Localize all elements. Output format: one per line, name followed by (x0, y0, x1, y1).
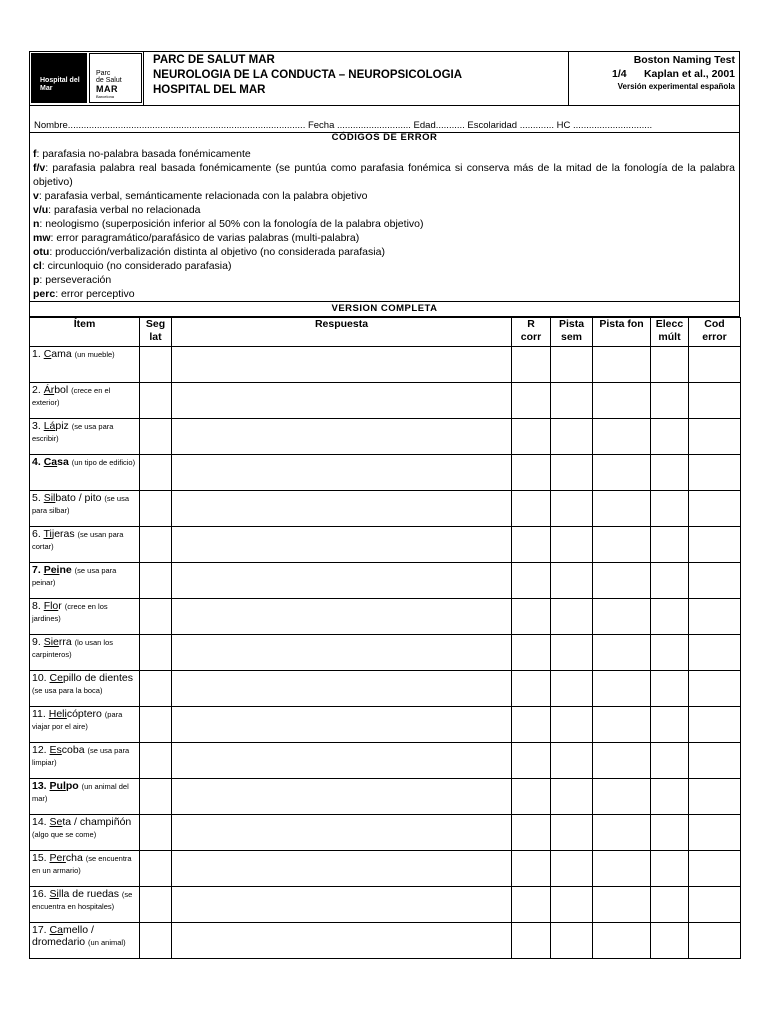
item-cell (30, 419, 140, 455)
item-word-rest: rra (58, 636, 72, 648)
pista-fon-cell[interactable] (593, 635, 651, 671)
seg-lat-cell[interactable] (140, 383, 172, 419)
pista-fon-cell[interactable] (593, 347, 651, 383)
col-elecc-mult-header: Elecc múlt (651, 318, 689, 347)
error-code-item: v/u: parafasia verbal no relacionada (33, 204, 201, 216)
item-hint: (se usa para limpiar) (32, 746, 130, 767)
pista-fon-cell[interactable] (593, 383, 651, 419)
respuesta-cell[interactable] (172, 383, 512, 419)
pista-sem-cell[interactable] (551, 347, 593, 383)
table-row (30, 419, 741, 455)
seg-lat-cell[interactable] (140, 347, 172, 383)
item-word-prefix: Per (49, 852, 66, 864)
col-respuesta-header: Respuesta (172, 318, 512, 347)
logo-mar-text: MAR (96, 84, 118, 94)
respuesta-cell[interactable] (172, 347, 512, 383)
logo-city-text: Barcelona (96, 94, 115, 99)
col-cod-error-header: Cod error (689, 318, 741, 347)
respuesta-cell[interactable] (172, 635, 512, 671)
pista-fon-cell[interactable] (593, 671, 651, 707)
item-hint: (se usa para silbar) (32, 494, 130, 515)
elecc-mult-cell[interactable] (651, 779, 689, 815)
item-word-prefix: Sie (43, 636, 59, 648)
pista-fon-cell[interactable] (593, 815, 651, 851)
seg-lat-cell[interactable] (140, 887, 172, 923)
seg-lat-cell[interactable] (140, 851, 172, 887)
table-row (30, 671, 741, 707)
elecc-mult-cell[interactable] (651, 347, 689, 383)
error-codes-title: CÓDIGOS DE ERROR (331, 132, 438, 143)
table-row (30, 455, 741, 491)
hospital-del-mar-logo (31, 53, 87, 103)
seg-lat-cell[interactable] (140, 599, 172, 635)
cod-error-cell[interactable] (689, 563, 741, 599)
item-word-prefix: Ca (49, 924, 63, 936)
elecc-mult-cell[interactable] (651, 635, 689, 671)
item-word-rest: bato / pito (55, 492, 102, 504)
item-cell (30, 347, 140, 383)
seg-lat-cell[interactable] (140, 527, 172, 563)
pista-fon-cell[interactable] (593, 707, 651, 743)
item-hint: (algo que se come) (32, 830, 97, 839)
r-corr-cell[interactable] (512, 887, 551, 923)
pista-sem-cell[interactable] (551, 383, 593, 419)
parc-de-salut-mar-logo (89, 53, 142, 103)
item-word-rest: coba (61, 744, 85, 756)
cod-error-cell[interactable] (689, 383, 741, 419)
elecc-mult-cell[interactable] (651, 455, 689, 491)
error-code-item: n: neologismo (superposición inferior al 50% con la fonología de la palabra objetivo) (33, 218, 424, 230)
form-header (29, 51, 740, 106)
seg-lat-cell[interactable] (140, 671, 172, 707)
elecc-mult-cell[interactable] (651, 887, 689, 923)
item-cell (30, 887, 140, 923)
elecc-mult-cell[interactable] (651, 563, 689, 599)
pista-fon-cell[interactable] (593, 743, 651, 779)
pista-fon-cell[interactable] (593, 779, 651, 815)
cod-error-cell[interactable] (689, 671, 741, 707)
seg-lat-cell[interactable] (140, 563, 172, 599)
r-corr-cell[interactable] (512, 527, 551, 563)
item-cell (30, 527, 140, 563)
item-word-rest: piz (55, 420, 69, 432)
table-row (30, 635, 741, 671)
pista-sem-cell[interactable] (551, 923, 593, 959)
error-code-item: f/v: parafasia palabra real basada fonémicamente (se puntúa como parafasia fonémica si conserva más de la mitad de la fonología de la palabra objetivo) (33, 162, 735, 188)
test-name: Boston Naming Test (633, 54, 735, 66)
r-corr-cell[interactable] (512, 383, 551, 419)
seg-lat-cell[interactable] (140, 491, 172, 527)
item-hint: (para viajar por el aire) (32, 710, 123, 731)
pista-sem-cell[interactable] (551, 563, 593, 599)
seg-lat-cell[interactable] (140, 707, 172, 743)
item-number: 8. (32, 600, 41, 612)
pista-sem-cell[interactable] (551, 779, 593, 815)
item-number: 3. (32, 420, 41, 432)
item-hint: (se usa para escribir) (32, 422, 114, 443)
respuesta-cell[interactable] (172, 743, 512, 779)
pista-fon-cell[interactable] (593, 455, 651, 491)
error-code-item: v: parafasia verbal, semánticamente relacionada con la palabra objetivo (33, 190, 368, 202)
item-word-prefix: Ca (43, 456, 58, 468)
elecc-mult-cell[interactable] (651, 743, 689, 779)
item-cell (30, 851, 140, 887)
cod-error-cell[interactable] (689, 743, 741, 779)
col-pista-sem-header: Pista sem (551, 318, 593, 347)
institution-title (143, 52, 569, 105)
item-word-prefix: Ti (43, 528, 52, 540)
pista-sem-cell[interactable] (551, 491, 593, 527)
r-corr-cell[interactable] (512, 419, 551, 455)
item-cell (30, 743, 140, 779)
table-row (30, 527, 741, 563)
respuesta-cell[interactable] (172, 455, 512, 491)
pista-fon-cell[interactable] (593, 887, 651, 923)
table-row (30, 707, 741, 743)
respuesta-cell[interactable] (172, 779, 512, 815)
respuesta-cell[interactable] (172, 815, 512, 851)
elecc-mult-cell[interactable] (651, 851, 689, 887)
item-number: 4. (32, 456, 41, 468)
item-hint: (un animal del mar) (32, 782, 129, 803)
item-cell (30, 815, 140, 851)
title-line-1: PARC DE SALUT MAR (153, 54, 275, 66)
patient-info-row (29, 106, 740, 133)
item-word-prefix: Es (49, 744, 62, 756)
item-word-rest: bol (54, 384, 69, 396)
form-sheet (29, 51, 740, 959)
seg-lat-cell[interactable] (140, 815, 172, 851)
respuesta-cell[interactable] (172, 707, 512, 743)
item-number: 16. (32, 888, 47, 900)
pista-sem-cell[interactable] (551, 671, 593, 707)
item-word-prefix: Si (49, 888, 59, 900)
item-word-rest: jeras (51, 528, 75, 540)
r-corr-cell[interactable] (512, 815, 551, 851)
cod-error-cell[interactable] (689, 887, 741, 923)
r-corr-cell[interactable] (512, 851, 551, 887)
respuesta-cell[interactable] (172, 923, 512, 959)
item-number: 14. (32, 816, 47, 828)
cod-error-cell[interactable] (689, 527, 741, 563)
item-number: 9. (32, 636, 41, 648)
elecc-mult-cell[interactable] (651, 599, 689, 635)
item-number: 15. (32, 852, 47, 864)
pista-fon-cell[interactable] (593, 491, 651, 527)
item-word-rest: lla de ruedas (58, 888, 119, 900)
item-number: 7. (32, 564, 41, 576)
item-word-prefix: C (43, 348, 52, 360)
item-number: 2. (32, 384, 41, 396)
table-row (30, 599, 741, 635)
pista-sem-cell[interactable] (551, 455, 593, 491)
item-cell (30, 455, 140, 491)
seg-lat-cell[interactable] (140, 455, 172, 491)
pista-fon-cell[interactable] (593, 563, 651, 599)
respuesta-cell[interactable] (172, 599, 512, 635)
table-row (30, 491, 741, 527)
item-number: 10. (32, 672, 47, 684)
respuesta-cell[interactable] (172, 491, 512, 527)
item-word-rest: r (58, 600, 62, 612)
item-cell (30, 671, 140, 707)
item-word-prefix: Se (49, 816, 63, 828)
cod-error-cell[interactable] (689, 815, 741, 851)
col-r-corr-header: R corr (512, 318, 551, 347)
item-cell (30, 599, 140, 635)
item-hint: (un mueble) (74, 350, 115, 359)
item-number: 6. (32, 528, 41, 540)
r-corr-cell[interactable] (512, 563, 551, 599)
pista-fon-cell[interactable] (593, 419, 651, 455)
item-hint: (crece en el exterior) (32, 386, 111, 407)
seg-lat-cell[interactable] (140, 779, 172, 815)
error-code-item: mw: error paragramático/parafásico de varias palabras (multi-palabra) (33, 232, 360, 244)
pista-sem-cell[interactable] (551, 635, 593, 671)
item-hint: (crece en los jardines) (32, 602, 108, 623)
pista-sem-cell[interactable] (551, 887, 593, 923)
r-corr-cell[interactable] (512, 347, 551, 383)
r-corr-cell[interactable] (512, 599, 551, 635)
error-codes-section (29, 133, 740, 302)
r-corr-cell[interactable] (512, 491, 551, 527)
error-code-item: otu: producción/verbalización distinta al objetivo (no considerada parafasia) (33, 246, 385, 258)
item-word-prefix: Lá (43, 420, 56, 432)
seg-lat-cell[interactable] (140, 743, 172, 779)
item-word-rest: ama (51, 348, 72, 360)
version-title: VERSION COMPLETA (29, 302, 740, 317)
elecc-mult-cell[interactable] (651, 419, 689, 455)
patient-info-line: Nombre.......................................................................................... Fecha ............................ Edad........... Escolaridad ............. HC .............................. (34, 120, 653, 131)
elecc-mult-cell[interactable] (651, 527, 689, 563)
test-version: Versión experimental española (617, 82, 735, 91)
item-number: 13. (32, 780, 47, 792)
item-word-prefix: Sil (43, 492, 56, 504)
pista-sem-cell[interactable] (551, 851, 593, 887)
elecc-mult-cell[interactable] (651, 707, 689, 743)
table-row (30, 815, 741, 851)
respuesta-cell[interactable] (172, 671, 512, 707)
r-corr-cell[interactable] (512, 707, 551, 743)
item-cell (30, 563, 140, 599)
error-code-item: f: parafasia no-palabra basada fonémicamente (33, 148, 251, 160)
item-cell (30, 923, 140, 959)
item-number: 17. (32, 924, 47, 936)
col-item-header: Ítem (30, 318, 140, 347)
item-word-rest: ta / champiñón (62, 816, 132, 828)
respuesta-cell[interactable] (172, 851, 512, 887)
r-corr-cell[interactable] (512, 455, 551, 491)
item-cell (30, 383, 140, 419)
item-number: 1. (32, 348, 41, 360)
pista-fon-cell[interactable] (593, 599, 651, 635)
page-number: 1/4 (612, 68, 627, 80)
item-number: 5. (32, 492, 41, 504)
cod-error-cell[interactable] (689, 923, 741, 959)
elecc-mult-cell[interactable] (651, 923, 689, 959)
respuesta-cell[interactable] (172, 419, 512, 455)
col-pista-fon-header: Pista fon (593, 318, 651, 347)
table-row (30, 347, 741, 383)
respuesta-cell[interactable] (172, 887, 512, 923)
pista-sem-cell[interactable] (551, 815, 593, 851)
cod-error-cell[interactable] (689, 779, 741, 815)
pista-fon-cell[interactable] (593, 527, 651, 563)
logo-parc-text: Parc de Salut (96, 70, 122, 84)
test-authors: Kaplan et al., 2001 (643, 68, 735, 80)
item-number: 12. (32, 744, 47, 756)
pista-sem-cell[interactable] (551, 743, 593, 779)
r-corr-cell[interactable] (512, 671, 551, 707)
table-row (30, 923, 741, 959)
seg-lat-cell[interactable] (140, 635, 172, 671)
table-row (30, 851, 741, 887)
item-word-prefix: Flo (43, 600, 59, 612)
table-row (30, 563, 741, 599)
elecc-mult-cell[interactable] (651, 671, 689, 707)
item-word-rest: pillo de dientes (62, 672, 134, 684)
elecc-mult-cell[interactable] (651, 383, 689, 419)
item-hint: (un tipo de edificio) (71, 458, 136, 467)
col-seg-lat-header: Seg lat (140, 318, 172, 347)
item-hint: (se usa para peinar) (32, 566, 117, 587)
r-corr-cell[interactable] (512, 923, 551, 959)
r-corr-cell[interactable] (512, 635, 551, 671)
item-cell (30, 491, 140, 527)
item-hint: (lo usan los carpinteros) (32, 638, 113, 659)
table-header-row (30, 318, 741, 347)
pista-sem-cell[interactable] (551, 419, 593, 455)
cod-error-cell[interactable] (689, 707, 741, 743)
table-row (30, 743, 741, 779)
seg-lat-cell[interactable] (140, 923, 172, 959)
item-hint: (se usan para cortar) (32, 530, 124, 551)
error-code-item: cl: circunloquio (no considerado parafasia) (33, 260, 232, 272)
pista-sem-cell[interactable] (551, 707, 593, 743)
item-word-prefix: Heli (48, 708, 67, 720)
response-table (29, 317, 741, 959)
cod-error-cell[interactable] (689, 599, 741, 635)
cod-error-cell[interactable] (689, 851, 741, 887)
table-row (30, 779, 741, 815)
item-word-prefix: Ce (49, 672, 63, 684)
item-word-rest: mello / dromedario (32, 924, 94, 948)
item-hint: (se encuentra en un armario) (32, 854, 132, 875)
item-word-rest: cha (65, 852, 83, 864)
respuesta-cell[interactable] (172, 527, 512, 563)
elecc-mult-cell[interactable] (651, 815, 689, 851)
item-cell (30, 635, 140, 671)
r-corr-cell[interactable] (512, 743, 551, 779)
item-number: 11. (32, 708, 46, 720)
item-hint: (se usa para la boca) (32, 686, 103, 695)
item-word-rest: cóptero (66, 708, 102, 720)
respuesta-cell[interactable] (172, 563, 512, 599)
title-line-3: HOSPITAL DEL MAR (153, 84, 266, 96)
seg-lat-cell[interactable] (140, 419, 172, 455)
item-cell (30, 707, 140, 743)
cod-error-cell[interactable] (689, 419, 741, 455)
table-row (30, 887, 741, 923)
pista-fon-cell[interactable] (593, 851, 651, 887)
r-corr-cell[interactable] (512, 779, 551, 815)
hospital-logo-text: Hospital del Mar (40, 77, 80, 92)
error-code-item: perc: error perceptivo (33, 288, 135, 300)
title-line-2: NEUROLOGIA DE LA CONDUCTA – NEUROPSICOLOGIA (153, 69, 463, 81)
cod-error-cell[interactable] (689, 635, 741, 671)
pista-sem-cell[interactable] (551, 599, 593, 635)
cod-error-cell[interactable] (689, 491, 741, 527)
item-hint: (se encuentra en hospitales) (32, 890, 133, 911)
elecc-mult-cell[interactable] (651, 491, 689, 527)
item-word-rest: ne (59, 564, 72, 576)
error-code-item: p: perseveración (33, 274, 112, 286)
item-cell (30, 779, 140, 815)
cod-error-cell[interactable] (689, 347, 741, 383)
item-word-rest: sa (57, 456, 69, 468)
item-hint: (un animal) (88, 938, 126, 947)
cod-error-cell[interactable] (689, 455, 741, 491)
item-word-prefix: Pei (43, 564, 60, 576)
table-row (30, 383, 741, 419)
item-word-prefix: Ár (43, 384, 55, 396)
item-word-prefix: Pul (49, 780, 66, 792)
pista-sem-cell[interactable] (551, 527, 593, 563)
item-word-rest: po (65, 780, 79, 792)
pista-fon-cell[interactable] (593, 923, 651, 959)
